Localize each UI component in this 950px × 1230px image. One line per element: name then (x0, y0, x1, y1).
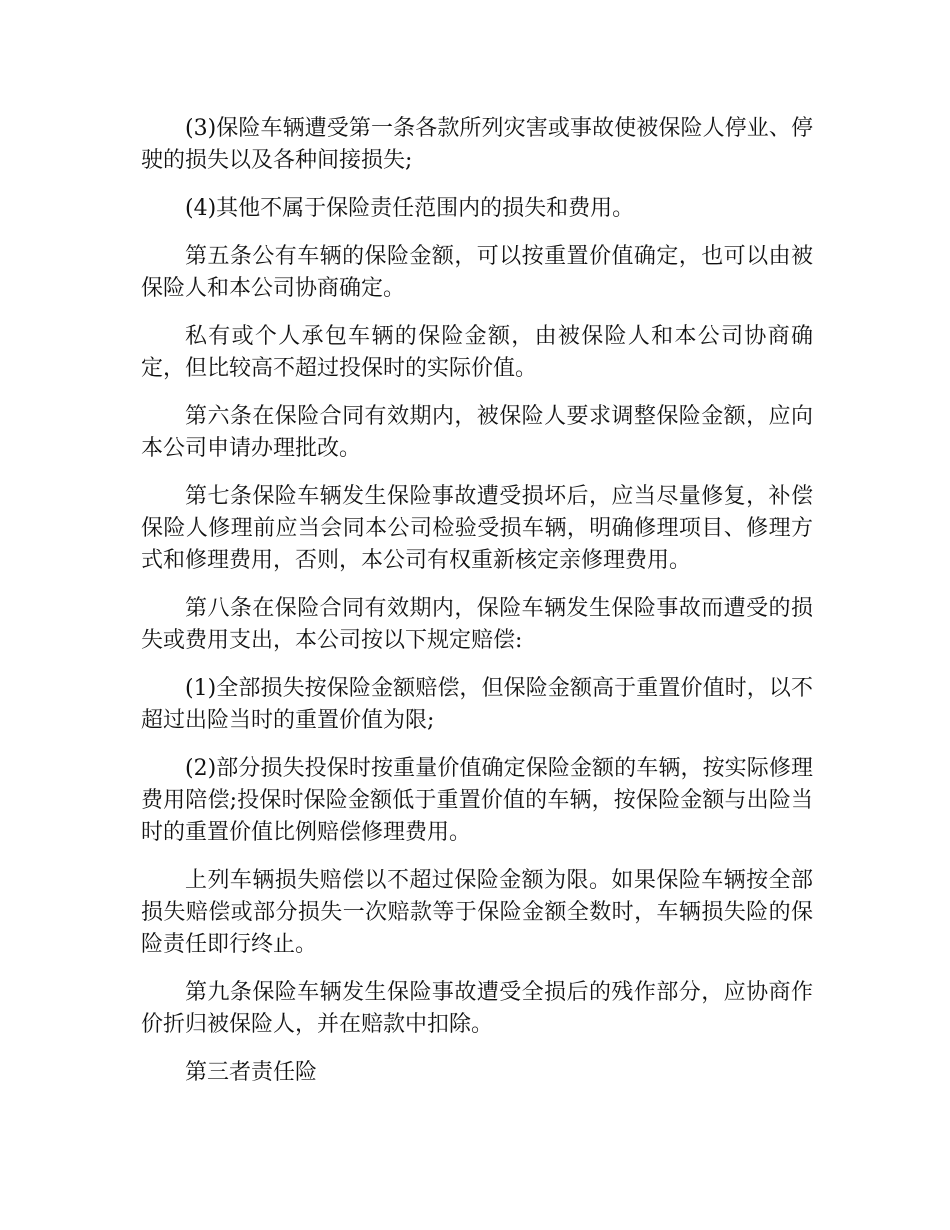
paragraph-compensation-limit: 上列车辆损失赔偿以不超过保险金额为限。如果保险车辆按全部损失赔偿或部分损失一次赔款等于保险金额全数时，车辆损失险的保险责任即行终止。 (141, 868, 813, 957)
section-heading-third-party-liability: 第三者责任险 (185, 1060, 318, 1085)
paragraph-article-8: 第八条在保险合同有效期内，保险车辆发生保险事故而遭受的损失或费用支出，本公司按以下规定赔偿: (141, 596, 813, 653)
paragraph-private-vehicle-amount: 私有或个人承包车辆的保险金额，由被保险人和本公司协商确定，但比较高不超过投保时的实际价值。 (141, 324, 813, 381)
paragraph-exclusion-4: (4)其他不属于保险责任范围内的损失和费用。 (185, 196, 635, 221)
paragraph-article-7: 第七条保险车辆发生保险事故遭受损坏后，应当尽量修复，补偿保险人修理前应当会同本公司检验受损车辆，明确修理项目、修理方式和修理费用，否则，本公司有权重新核定亲修理费用。 (141, 484, 813, 573)
paragraph-article-5: 第五条公有车辆的保险金额，可以按重置价值确定，也可以由被保险人和本公司协商确定。 (141, 244, 813, 301)
paragraph-compensation-1: (1)全部损失按保险金额赔偿，但保险金额高于重置价值时，以不超过出险当时的重置价值为限; (141, 676, 813, 733)
paragraph-article-9: 第九条保险车辆发生保险事故遭受全损后的残作部分，应协商作价折归被保险人，并在赔款中扣除。 (141, 980, 813, 1037)
paragraph-compensation-2: (2)部分损失投保时按重量价值确定保险金额的车辆，按实际修理费用陪偿;投保时保险金额低于重置价值的车辆，按保险金额与出险当时的重置价值比例赔偿修理费用。 (141, 756, 813, 845)
document-page (141, 113, 813, 1105)
paragraph-exclusion-3: (3)保险车辆遭受第一条各款所列灾害或事故使被保险人停业、停驶的损失以及各种间接损失; (141, 116, 813, 173)
paragraph-article-6: 第六条在保险合同有效期内，被保险人要求调整保险金额，应向本公司申请办理批改。 (141, 404, 813, 461)
